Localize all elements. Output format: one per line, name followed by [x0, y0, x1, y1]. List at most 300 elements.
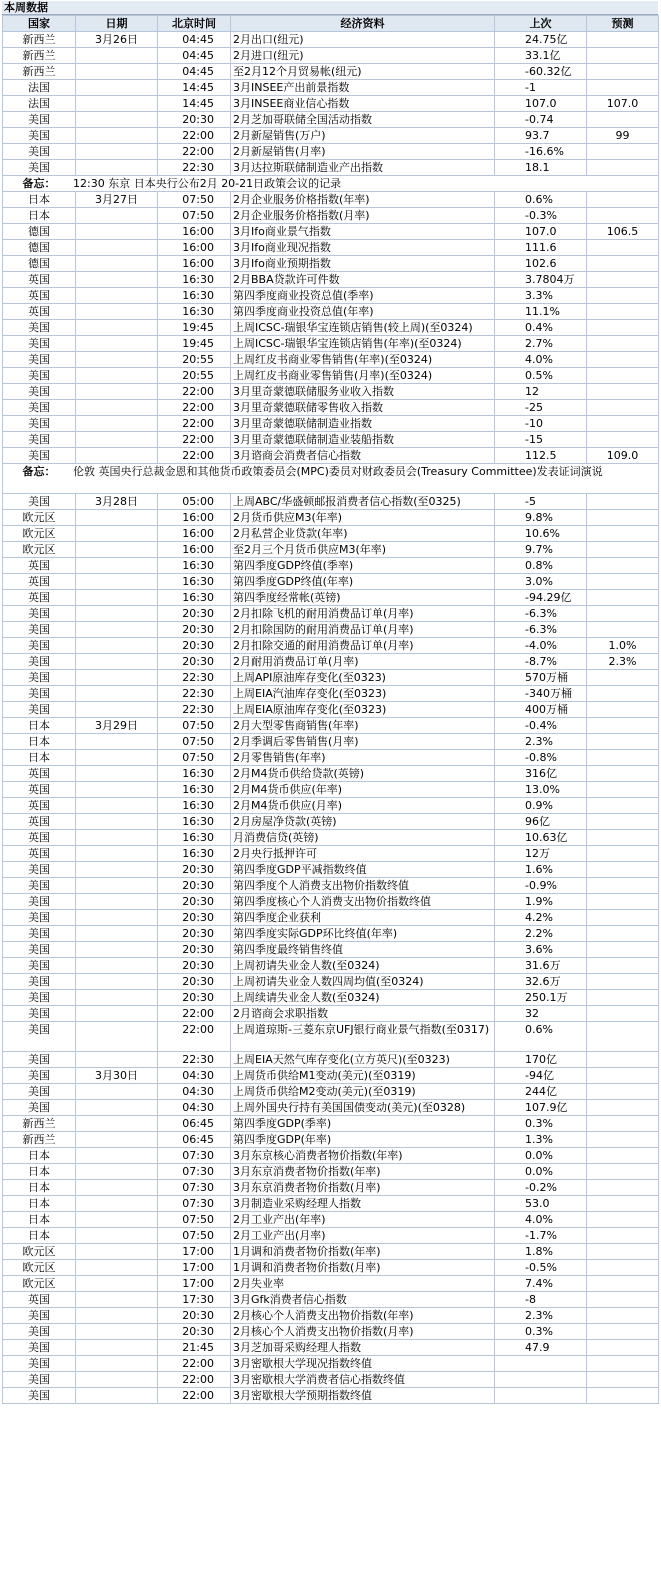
event-cell: 3月Ifo商业预期指数	[231, 256, 495, 272]
header-event: 经济资料	[231, 16, 495, 32]
forecast-cell	[587, 974, 659, 990]
table-row	[3, 1244, 659, 1260]
table-row	[3, 1100, 659, 1116]
previous-cell: 0.0%	[495, 1148, 587, 1164]
previous-cell: 102.6	[495, 256, 587, 272]
forecast-cell	[587, 862, 659, 878]
date-cell	[76, 336, 158, 352]
forecast-cell	[587, 368, 659, 384]
memo-cell	[3, 464, 659, 494]
forecast-cell	[587, 160, 659, 176]
table-row	[3, 128, 659, 144]
forecast-cell	[587, 606, 659, 622]
event-cell: 1月调和消费者物价指数(年率)	[231, 1244, 495, 1260]
forecast-cell: 106.5	[587, 224, 659, 240]
forecast-cell: 107.0	[587, 96, 659, 112]
previous-cell: -0.9%	[495, 878, 587, 894]
previous-cell: -8.7%	[495, 654, 587, 670]
time-cell: 19:45	[158, 336, 231, 352]
country-cell: 美国	[3, 958, 76, 974]
date-cell	[76, 1356, 158, 1372]
date-cell	[76, 654, 158, 670]
time-cell: 20:30	[158, 1324, 231, 1340]
time-cell: 20:30	[158, 638, 231, 654]
time-cell: 20:30	[158, 958, 231, 974]
previous-cell: 24.75亿	[495, 32, 587, 48]
time-cell: 20:30	[158, 926, 231, 942]
event-cell: 2月大型零售商销售(年率)	[231, 718, 495, 734]
date-cell	[76, 1340, 158, 1356]
previous-cell: 12	[495, 384, 587, 400]
previous-cell: 1.8%	[495, 1244, 587, 1260]
time-cell: 17:00	[158, 1276, 231, 1292]
table-row	[3, 590, 659, 606]
event-cell: 2月新屋销售(月率)	[231, 144, 495, 160]
country-cell: 美国	[3, 878, 76, 894]
date-cell	[76, 526, 158, 542]
date-cell	[76, 1276, 158, 1292]
event-cell: 上周ICSC-瑞银华宝连锁店销售(较上周)(至0324)	[231, 320, 495, 336]
event-cell: 第四季度经常帐(英镑)	[231, 590, 495, 606]
date-cell	[76, 400, 158, 416]
country-cell: 英国	[3, 798, 76, 814]
calendar-panel	[2, 1, 658, 1404]
time-cell: 22:30	[158, 686, 231, 702]
country-cell: 欧元区	[3, 1244, 76, 1260]
date-cell	[76, 750, 158, 766]
previous-cell: 244亿	[495, 1084, 587, 1100]
forecast-cell	[587, 1100, 659, 1116]
table-row	[3, 1356, 659, 1372]
event-cell: 3月东京核心消费者物价指数(年率)	[231, 1148, 495, 1164]
date-cell	[76, 80, 158, 96]
table-row	[3, 80, 659, 96]
previous-cell: 4.0%	[495, 1212, 587, 1228]
date-cell: 3月28日	[76, 494, 158, 510]
table-row	[3, 1132, 659, 1148]
event-cell: 上周ICSC-瑞银华宝连锁店销售(年率)(至0324)	[231, 336, 495, 352]
table-row	[3, 1052, 659, 1068]
previous-cell: -340万桶	[495, 686, 587, 702]
forecast-cell	[587, 192, 659, 208]
table-row	[3, 670, 659, 686]
table-row	[3, 926, 659, 942]
previous-cell: -1.7%	[495, 1228, 587, 1244]
date-cell	[76, 256, 158, 272]
event-cell: 第四季度GDP(年率)	[231, 1132, 495, 1148]
country-cell: 美国	[3, 654, 76, 670]
table-row	[3, 686, 659, 702]
previous-cell: -0.3%	[495, 208, 587, 224]
event-cell: 第四季度个人消费支出物价指数终值	[231, 878, 495, 894]
country-cell: 美国	[3, 1388, 76, 1404]
country-cell: 英国	[3, 288, 76, 304]
header-previous: 上次	[495, 16, 587, 32]
date-cell	[76, 1324, 158, 1340]
date-cell	[76, 766, 158, 782]
event-cell: 2月M4货币供应(月率)	[231, 798, 495, 814]
previous-cell: 170亿	[495, 1052, 587, 1068]
event-cell: 2月核心个人消费支出物价指数(月率)	[231, 1324, 495, 1340]
date-cell	[76, 1006, 158, 1022]
forecast-cell	[587, 1084, 659, 1100]
date-cell	[76, 144, 158, 160]
date-cell	[76, 48, 158, 64]
forecast-cell	[587, 416, 659, 432]
event-cell: 上周外国央行持有美国国债变动(美元)(至0328)	[231, 1100, 495, 1116]
country-cell: 欧元区	[3, 542, 76, 558]
country-cell: 德国	[3, 256, 76, 272]
table-row	[3, 1340, 659, 1356]
table-row	[3, 1006, 659, 1022]
previous-cell: 0.6%	[495, 1022, 587, 1052]
previous-cell: 53.0	[495, 1196, 587, 1212]
country-cell: 美国	[3, 862, 76, 878]
forecast-cell	[587, 240, 659, 256]
event-cell: 第四季度商业投资总值(年率)	[231, 304, 495, 320]
date-cell	[76, 942, 158, 958]
time-cell: 05:00	[158, 494, 231, 510]
table-row	[3, 112, 659, 128]
previous-cell: 10.63亿	[495, 830, 587, 846]
event-cell: 2月企业服务价格指数(年率)	[231, 192, 495, 208]
country-cell: 欧元区	[3, 510, 76, 526]
country-cell: 英国	[3, 782, 76, 798]
event-cell: 2月M4货币供应(年率)	[231, 782, 495, 798]
time-cell: 22:00	[158, 1356, 231, 1372]
event-cell: 第四季度企业获利	[231, 910, 495, 926]
table-row	[3, 558, 659, 574]
time-cell: 20:30	[158, 894, 231, 910]
country-cell: 日本	[3, 718, 76, 734]
date-cell	[76, 622, 158, 638]
event-cell: 上周EIA天然气库存变化(立方英尺)(至0323)	[231, 1052, 495, 1068]
date-cell	[76, 1292, 158, 1308]
country-cell: 新西兰	[3, 1116, 76, 1132]
country-cell: 美国	[3, 1084, 76, 1100]
date-cell	[76, 1022, 158, 1052]
time-cell: 20:30	[158, 974, 231, 990]
time-cell: 07:50	[158, 734, 231, 750]
table-row	[3, 750, 659, 766]
country-cell: 日本	[3, 1180, 76, 1196]
forecast-cell	[587, 1372, 659, 1388]
country-cell: 日本	[3, 1196, 76, 1212]
event-cell: 2月失业率	[231, 1276, 495, 1292]
country-cell: 法国	[3, 80, 76, 96]
time-cell: 22:30	[158, 1052, 231, 1068]
previous-cell: 112.5	[495, 448, 587, 464]
event-cell: 第四季度商业投资总值(季率)	[231, 288, 495, 304]
country-cell: 日本	[3, 750, 76, 766]
time-cell: 22:30	[158, 670, 231, 686]
date-cell	[76, 910, 158, 926]
table-row	[3, 416, 659, 432]
country-cell: 欧元区	[3, 1276, 76, 1292]
date-cell	[76, 894, 158, 910]
time-cell: 16:00	[158, 510, 231, 526]
time-cell: 06:45	[158, 1132, 231, 1148]
table-row	[3, 990, 659, 1006]
forecast-cell	[587, 304, 659, 320]
event-cell: 3月东京消费者物价指数(月率)	[231, 1180, 495, 1196]
country-cell: 英国	[3, 846, 76, 862]
time-cell: 07:50	[158, 750, 231, 766]
time-cell: 16:30	[158, 590, 231, 606]
time-cell: 04:30	[158, 1084, 231, 1100]
forecast-cell	[587, 686, 659, 702]
forecast-cell	[587, 1308, 659, 1324]
previous-cell: -5	[495, 494, 587, 510]
table-row	[3, 96, 659, 112]
previous-cell: 0.8%	[495, 558, 587, 574]
table-row	[3, 814, 659, 830]
forecast-cell	[587, 766, 659, 782]
country-cell: 欧元区	[3, 1260, 76, 1276]
event-cell: 2月出口(纽元)	[231, 32, 495, 48]
date-cell	[76, 1308, 158, 1324]
previous-cell: 0.3%	[495, 1116, 587, 1132]
table-row	[3, 542, 659, 558]
event-cell: 3月密歇根大学消费者信心指数终值	[231, 1372, 495, 1388]
country-cell: 美国	[3, 702, 76, 718]
time-cell: 22:30	[158, 702, 231, 718]
time-cell: 04:45	[158, 64, 231, 80]
event-cell: 2月BBA贷款许可件数	[231, 272, 495, 288]
date-cell	[76, 1084, 158, 1100]
time-cell: 20:30	[158, 606, 231, 622]
country-cell: 美国	[3, 638, 76, 654]
time-cell: 16:30	[158, 846, 231, 862]
date-cell	[76, 606, 158, 622]
event-cell: 2月扣除国防的耐用消费品订单(月率)	[231, 622, 495, 638]
date-cell	[76, 814, 158, 830]
event-cell: 2月工业产出(年率)	[231, 1212, 495, 1228]
forecast-cell	[587, 990, 659, 1006]
country-cell: 美国	[3, 1356, 76, 1372]
memo-label: 备忘：	[22, 465, 56, 478]
event-cell: 上周货币供给M1变动(美元)(至0319)	[231, 1068, 495, 1084]
country-cell: 美国	[3, 910, 76, 926]
time-cell: 22:00	[158, 448, 231, 464]
previous-cell: -0.4%	[495, 718, 587, 734]
previous-cell: 107.0	[495, 224, 587, 240]
forecast-cell	[587, 926, 659, 942]
previous-cell: -15	[495, 432, 587, 448]
date-cell	[76, 224, 158, 240]
country-cell: 美国	[3, 1052, 76, 1068]
table-row	[3, 910, 659, 926]
date-cell	[76, 1212, 158, 1228]
previous-cell: 32.6万	[495, 974, 587, 990]
date-cell	[76, 432, 158, 448]
event-cell: 上周红皮书商业零售销售(年率)(至0324)	[231, 352, 495, 368]
table-row	[3, 224, 659, 240]
country-cell: 美国	[3, 336, 76, 352]
date-cell	[76, 1052, 158, 1068]
forecast-cell	[587, 622, 659, 638]
table-row	[3, 1148, 659, 1164]
country-cell: 美国	[3, 1340, 76, 1356]
forecast-cell	[587, 1388, 659, 1404]
country-cell: 法国	[3, 96, 76, 112]
country-cell: 美国	[3, 1324, 76, 1340]
previous-cell: -16.6%	[495, 144, 587, 160]
previous-cell: 10.6%	[495, 526, 587, 542]
previous-cell: 250.1万	[495, 990, 587, 1006]
event-cell: 2月零售销售(年率)	[231, 750, 495, 766]
forecast-cell	[587, 846, 659, 862]
time-cell: 21:45	[158, 1340, 231, 1356]
previous-cell: 1.6%	[495, 862, 587, 878]
previous-cell: 570万桶	[495, 670, 587, 686]
previous-cell: 400万桶	[495, 702, 587, 718]
event-cell: 2月企业服务价格指数(月率)	[231, 208, 495, 224]
previous-cell: 93.7	[495, 128, 587, 144]
time-cell: 22:00	[158, 1388, 231, 1404]
time-cell: 22:00	[158, 128, 231, 144]
table-row	[3, 48, 659, 64]
time-cell: 17:00	[158, 1244, 231, 1260]
country-cell: 英国	[3, 766, 76, 782]
previous-cell: 1.3%	[495, 1132, 587, 1148]
previous-cell: 107.9亿	[495, 1100, 587, 1116]
forecast-cell	[587, 878, 659, 894]
table-row	[3, 432, 659, 448]
time-cell: 14:45	[158, 96, 231, 112]
table-row	[3, 862, 659, 878]
forecast-cell	[587, 1006, 659, 1022]
event-cell: 2月核心个人消费支出物价指数(年率)	[231, 1308, 495, 1324]
previous-cell	[495, 1356, 587, 1372]
forecast-cell	[587, 1228, 659, 1244]
time-cell: 16:00	[158, 240, 231, 256]
event-cell: 1月调和消费者物价指数(月率)	[231, 1260, 495, 1276]
event-cell: 3月Ifo商业景气指数	[231, 224, 495, 240]
date-cell	[76, 1180, 158, 1196]
time-cell: 07:50	[158, 1228, 231, 1244]
table-row	[3, 256, 659, 272]
event-cell: 2月谘商会求职指数	[231, 1006, 495, 1022]
forecast-cell	[587, 1052, 659, 1068]
date-cell	[76, 926, 158, 942]
event-cell: 3月Ifo商业现况指数	[231, 240, 495, 256]
date-cell	[76, 958, 158, 974]
forecast-cell	[587, 942, 659, 958]
event-cell: 上周API原油库存变化(至0323)	[231, 670, 495, 686]
date-cell	[76, 384, 158, 400]
previous-cell: 47.9	[495, 1340, 587, 1356]
table-row	[3, 942, 659, 958]
previous-cell: -0.74	[495, 112, 587, 128]
table-row	[3, 400, 659, 416]
time-cell: 16:00	[158, 224, 231, 240]
table-row	[3, 494, 659, 510]
event-cell: 3月密歇根大学现况指数终值	[231, 1356, 495, 1372]
country-cell: 新西兰	[3, 64, 76, 80]
event-cell: 2月芝加哥联储全国活动指数	[231, 112, 495, 128]
table-row	[3, 64, 659, 80]
table-row	[3, 1212, 659, 1228]
table-row	[3, 958, 659, 974]
table-row	[3, 606, 659, 622]
event-cell: 第四季度GDP终值(年率)	[231, 574, 495, 590]
table-row	[3, 974, 659, 990]
time-cell: 22:00	[158, 384, 231, 400]
country-cell: 日本	[3, 208, 76, 224]
previous-cell: -4.0%	[495, 638, 587, 654]
forecast-cell	[587, 112, 659, 128]
previous-cell: 96亿	[495, 814, 587, 830]
previous-cell: 4.2%	[495, 910, 587, 926]
table-row	[3, 1228, 659, 1244]
country-cell: 日本	[3, 1148, 76, 1164]
table-row	[3, 1292, 659, 1308]
previous-cell: -60.32亿	[495, 64, 587, 80]
forecast-cell: 1.0%	[587, 638, 659, 654]
table-row	[3, 288, 659, 304]
time-cell: 20:30	[158, 878, 231, 894]
country-cell: 美国	[3, 320, 76, 336]
table-row	[3, 1022, 659, 1052]
date-cell	[76, 96, 158, 112]
date-cell	[76, 782, 158, 798]
country-cell: 美国	[3, 128, 76, 144]
table-row	[3, 160, 659, 176]
forecast-cell	[587, 702, 659, 718]
forecast-cell	[587, 32, 659, 48]
date-cell	[76, 1388, 158, 1404]
country-cell: 美国	[3, 1308, 76, 1324]
country-cell: 新西兰	[3, 1132, 76, 1148]
event-cell: 3月里奇蒙德联储制造业装船指数	[231, 432, 495, 448]
table-row	[3, 1276, 659, 1292]
time-cell: 07:50	[158, 192, 231, 208]
event-cell: 2月工业产出(月率)	[231, 1228, 495, 1244]
country-cell: 美国	[3, 926, 76, 942]
country-cell: 美国	[3, 1068, 76, 1084]
date-cell	[76, 558, 158, 574]
forecast-cell	[587, 336, 659, 352]
event-cell: 3月谘商会消费者信心指数	[231, 448, 495, 464]
date-cell	[76, 304, 158, 320]
country-cell: 英国	[3, 590, 76, 606]
date-cell	[76, 1196, 158, 1212]
time-cell: 20:30	[158, 112, 231, 128]
time-cell: 19:45	[158, 320, 231, 336]
country-cell: 美国	[3, 416, 76, 432]
event-cell: 2月扣除交通的耐用消费品订单(月率)	[231, 638, 495, 654]
date-cell	[76, 208, 158, 224]
time-cell: 07:50	[158, 1212, 231, 1228]
country-cell: 美国	[3, 368, 76, 384]
table-row	[3, 1164, 659, 1180]
previous-cell: 0.4%	[495, 320, 587, 336]
memo-row	[3, 176, 659, 192]
time-cell: 20:30	[158, 654, 231, 670]
previous-cell: 2.3%	[495, 734, 587, 750]
previous-cell: 1.9%	[495, 894, 587, 910]
time-cell: 07:30	[158, 1148, 231, 1164]
table-row	[3, 798, 659, 814]
time-cell: 20:30	[158, 862, 231, 878]
country-cell: 美国	[3, 1006, 76, 1022]
table-row	[3, 1180, 659, 1196]
table-row	[3, 782, 659, 798]
header-time: 北京时间	[158, 16, 231, 32]
forecast-cell: 109.0	[587, 448, 659, 464]
event-cell: 上周ABC/华盛顿邮报消费者信心指数(至0325)	[231, 494, 495, 510]
